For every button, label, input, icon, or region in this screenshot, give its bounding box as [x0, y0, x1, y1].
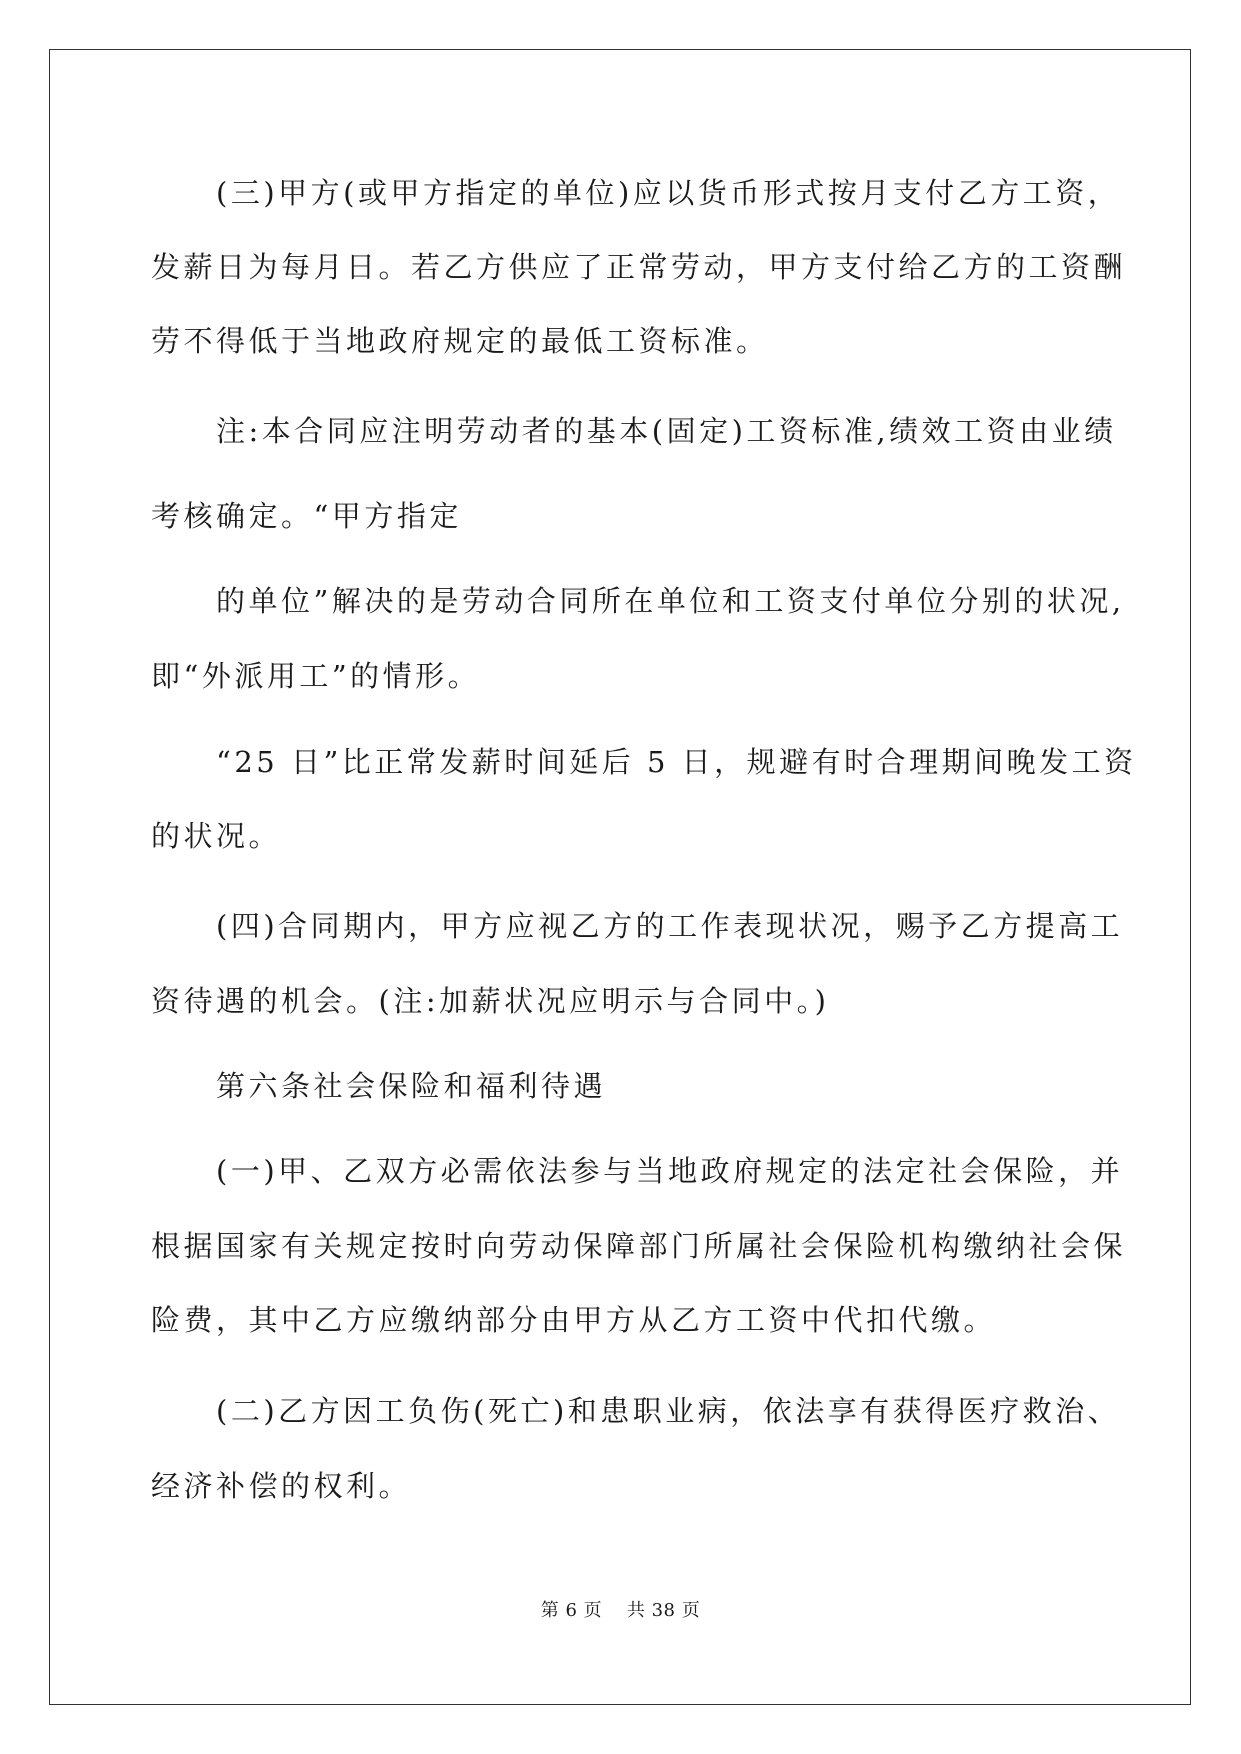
- section-heading: 第六条社会保险和福利待遇: [151, 1069, 607, 1103]
- text-line: (一)甲、乙双方必需依法参与当地政府规定的法定社会保险，并: [151, 1154, 1124, 1188]
- text-line: 根据国家有关规定按时向劳动保障部门所属社会保险机构缴纳社会保: [151, 1229, 1127, 1263]
- text-line: 险费，其中乙方应缴纳部分由甲方从乙方工资中代扣代缴。: [151, 1303, 997, 1337]
- text-line: (二)乙方因工负伤(死亡)和患职业病，依法享有获得医疗救治、: [151, 1394, 1121, 1428]
- text-line: “25 日”比正常发薪时间延后 5 日，规避有时合理期间晚发工资: [151, 745, 1137, 779]
- text-line: 即“外派用工”的情形。: [151, 659, 481, 693]
- text-line: 资待遇的机会。(注:加薪状况应明示与合同中。): [151, 984, 830, 1018]
- text-line: (三)甲方(或甲方指定的单位)应以货币形式按月支付乙方工资，: [151, 176, 1121, 210]
- text-line: 的状况。: [151, 819, 282, 853]
- text-line: 经济补偿的权利。: [151, 1469, 412, 1503]
- text-line: 注:本合同应注明劳动者的基本(固定)工资标准,绩效工资由业绩: [151, 414, 1117, 448]
- text-line: 发薪日为每月日。若乙方供应了正常劳动，甲方支付给乙方的工资酬: [151, 250, 1127, 284]
- text-line: 劳不得低于当地政府规定的最低工资标准。: [151, 324, 769, 358]
- text-line: (四)合同期内，甲方应视乙方的工作表现状况，赐予乙方提高工: [151, 909, 1124, 943]
- text-line: 考核确定。“甲方指定: [151, 499, 462, 533]
- page-number-footer: 第 6 页 共 38 页: [540, 1600, 701, 1621]
- text-line: 的单位”解决的是劳动合同所在单位和工资支付单位分别的状况,: [151, 584, 1125, 618]
